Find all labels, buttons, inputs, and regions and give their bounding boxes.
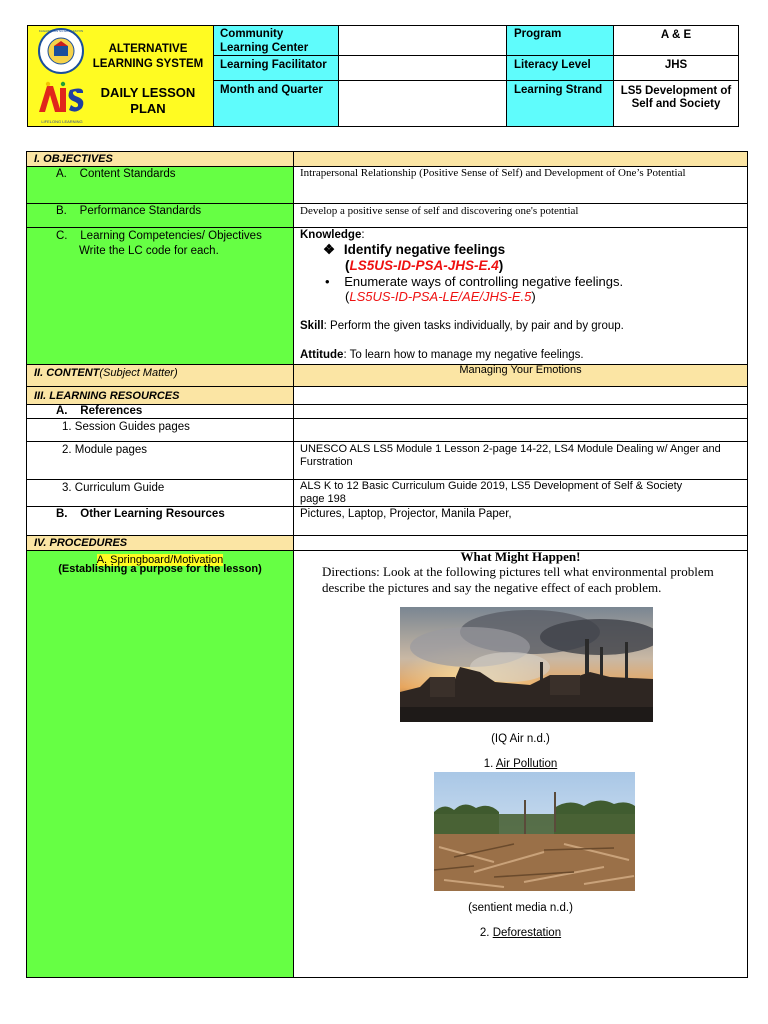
row-line-7 — [27, 418, 747, 419]
learning-competencies-note: Write the LC code for each. — [79, 245, 219, 257]
als-logo-subtext: LIFELONG LEARNING — [41, 119, 83, 124]
header-vline-2 — [338, 26, 339, 126]
content-title — [28, 366, 184, 381]
code-2-paren-close: ) — [531, 289, 536, 304]
row-line-3 — [27, 227, 747, 228]
air-pollution-credit: (IQ Air n.d.) — [491, 733, 550, 745]
knowledge-colon: : — [361, 229, 365, 241]
bullet-2-code: LS5US-ID-PSA-LE/AE/JHS-E.5 — [349, 289, 532, 304]
deforestation-caption — [294, 927, 747, 939]
header-vline-1 — [213, 26, 214, 126]
knowledge-label: Knowledge — [300, 229, 362, 241]
system-title: ALTERNATIVE LEARNING SYSTEM — [92, 43, 204, 70]
header-hline-2 — [214, 80, 738, 81]
other-resources-label: B. Other Learning Resources — [56, 508, 225, 520]
objectives-label-bg — [27, 166, 293, 364]
row-line-5 — [27, 386, 747, 387]
content-value: Managing Your Emotions — [459, 364, 582, 376]
activity-title: What Might Happen! — [460, 549, 581, 564]
objective-bullet-2 — [325, 274, 623, 290]
knowledge-line — [300, 229, 365, 242]
learning-competencies-label: C. Learning Competencies/ Objectives — [56, 230, 262, 242]
skill-line — [300, 320, 624, 333]
objectives-header-bar — [27, 152, 747, 166]
row-line-10 — [27, 506, 747, 507]
skill-label: Skill — [300, 320, 324, 332]
springboard-label: A. Springboard/Motivation — [96, 554, 224, 566]
deped-seal-text: KAGAWARAN NG EDUKASYON — [38, 29, 84, 33]
program-label: Program — [514, 28, 562, 40]
procedures-label-bg — [27, 550, 293, 977]
program-value: A & E — [660, 29, 692, 41]
module-pages-value: UNESCO ALS LS5 Module 1 Lesson 2-page 14-22, LS4 Module Dealing w/ Anger and Furstration — [300, 443, 721, 468]
row-line-2 — [27, 203, 747, 204]
community-center-label: Community Learning Center — [220, 28, 309, 54]
literacy-value: JHS — [664, 59, 688, 71]
procedures-title: IV. PROCEDURES — [34, 537, 128, 549]
air-pollution-number: 1. — [483, 758, 494, 770]
skill-text: : Perform the given tasks individually, by pair and by group. — [323, 320, 624, 332]
attitude-line — [300, 349, 584, 362]
deforestation-number: 2. — [479, 927, 490, 939]
resources-title: III. LEARNING RESOURCES — [34, 390, 180, 402]
air-pollution-caption — [294, 758, 747, 770]
bullet-1-code: LS5US-ID-PSA-JHS-E.4 — [349, 258, 499, 273]
module-pages-label: 2. Module pages — [62, 444, 148, 456]
objective-bullet-2-code — [345, 289, 536, 305]
content-standards-label: A. Content Standards — [56, 168, 176, 180]
attitude-text: : To learn how to manage my negative feelings. — [343, 349, 584, 361]
attitude-label: Attitude — [300, 349, 344, 361]
bullet-1-text: Identify negative feelings — [343, 242, 506, 257]
row-line-8 — [27, 441, 747, 442]
performance-standards-label: B. Performance Standards — [56, 205, 202, 217]
content-title-sub: (Subject Matter) — [99, 367, 178, 379]
content-standards-value: Intrapersonal Relationship (Positive Sense of Self) and Development of One’s Potential — [300, 167, 686, 179]
strand-value: LS5 Development of Self and Society — [620, 85, 732, 110]
performance-standards-value: Develop a positive sense of self and discovering one's potential — [300, 205, 579, 217]
header-vline-4 — [613, 26, 614, 126]
curriculum-guide-value: ALS K to 12 Basic Curriculum Guide 2019, LS5 Development of Self & Society — [300, 480, 683, 492]
code-2-paren-open: ( — [345, 289, 350, 304]
deped-seal-icon — [32, 27, 90, 75]
other-resources-value: Pictures, Laptop, Projector, Manila Paper, — [300, 508, 512, 520]
header-vline-3 — [506, 26, 507, 126]
objectives-title: I. OBJECTIVES — [34, 153, 113, 165]
curriculum-guide-page: page 198 — [300, 493, 346, 505]
strand-label: Learning Strand — [514, 84, 603, 96]
curriculum-guide-label: 3. Curriculum Guide — [62, 482, 165, 494]
objective-bullet-1 — [323, 242, 505, 258]
diamond-bullet-icon: ❖ — [323, 242, 336, 257]
dot-bullet-icon: • — [325, 274, 330, 289]
purpose-label: (Establishing a purpose for the lesson) — [58, 563, 262, 575]
plan-title: DAILY LESSON PLAN — [100, 85, 196, 116]
code-1-paren-open: ( — [345, 258, 350, 273]
facilitator-label: Learning Facilitator — [220, 59, 327, 71]
air-pollution-image — [400, 607, 653, 722]
references-label: A. References — [56, 405, 143, 417]
deforestation-credit: (sentient media n.d.) — [468, 902, 573, 914]
objective-bullet-1-code — [345, 258, 503, 274]
session-guides-label: 1. Session Guides pages — [62, 421, 190, 433]
als-logo-icon — [36, 80, 88, 120]
month-quarter-label: Month and Quarter — [220, 84, 323, 96]
row-line-11 — [27, 535, 747, 536]
code-1-paren-close: ) — [498, 258, 504, 273]
deforestation-label: Deforestation — [492, 927, 562, 939]
literacy-label: Literacy Level — [514, 59, 591, 71]
content-title-main: II. CONTENT — [34, 367, 100, 379]
bullet-2-text: Enumerate ways of controlling negative feelings. — [344, 274, 624, 289]
air-pollution-label: Air Pollution — [495, 758, 558, 770]
deforestation-image — [434, 772, 635, 891]
activity-directions: Directions: Look at the following pictures tell what environmental problem describe the pictures and say the negative effect of each problem. — [322, 564, 714, 595]
header-hline-1 — [214, 55, 738, 56]
